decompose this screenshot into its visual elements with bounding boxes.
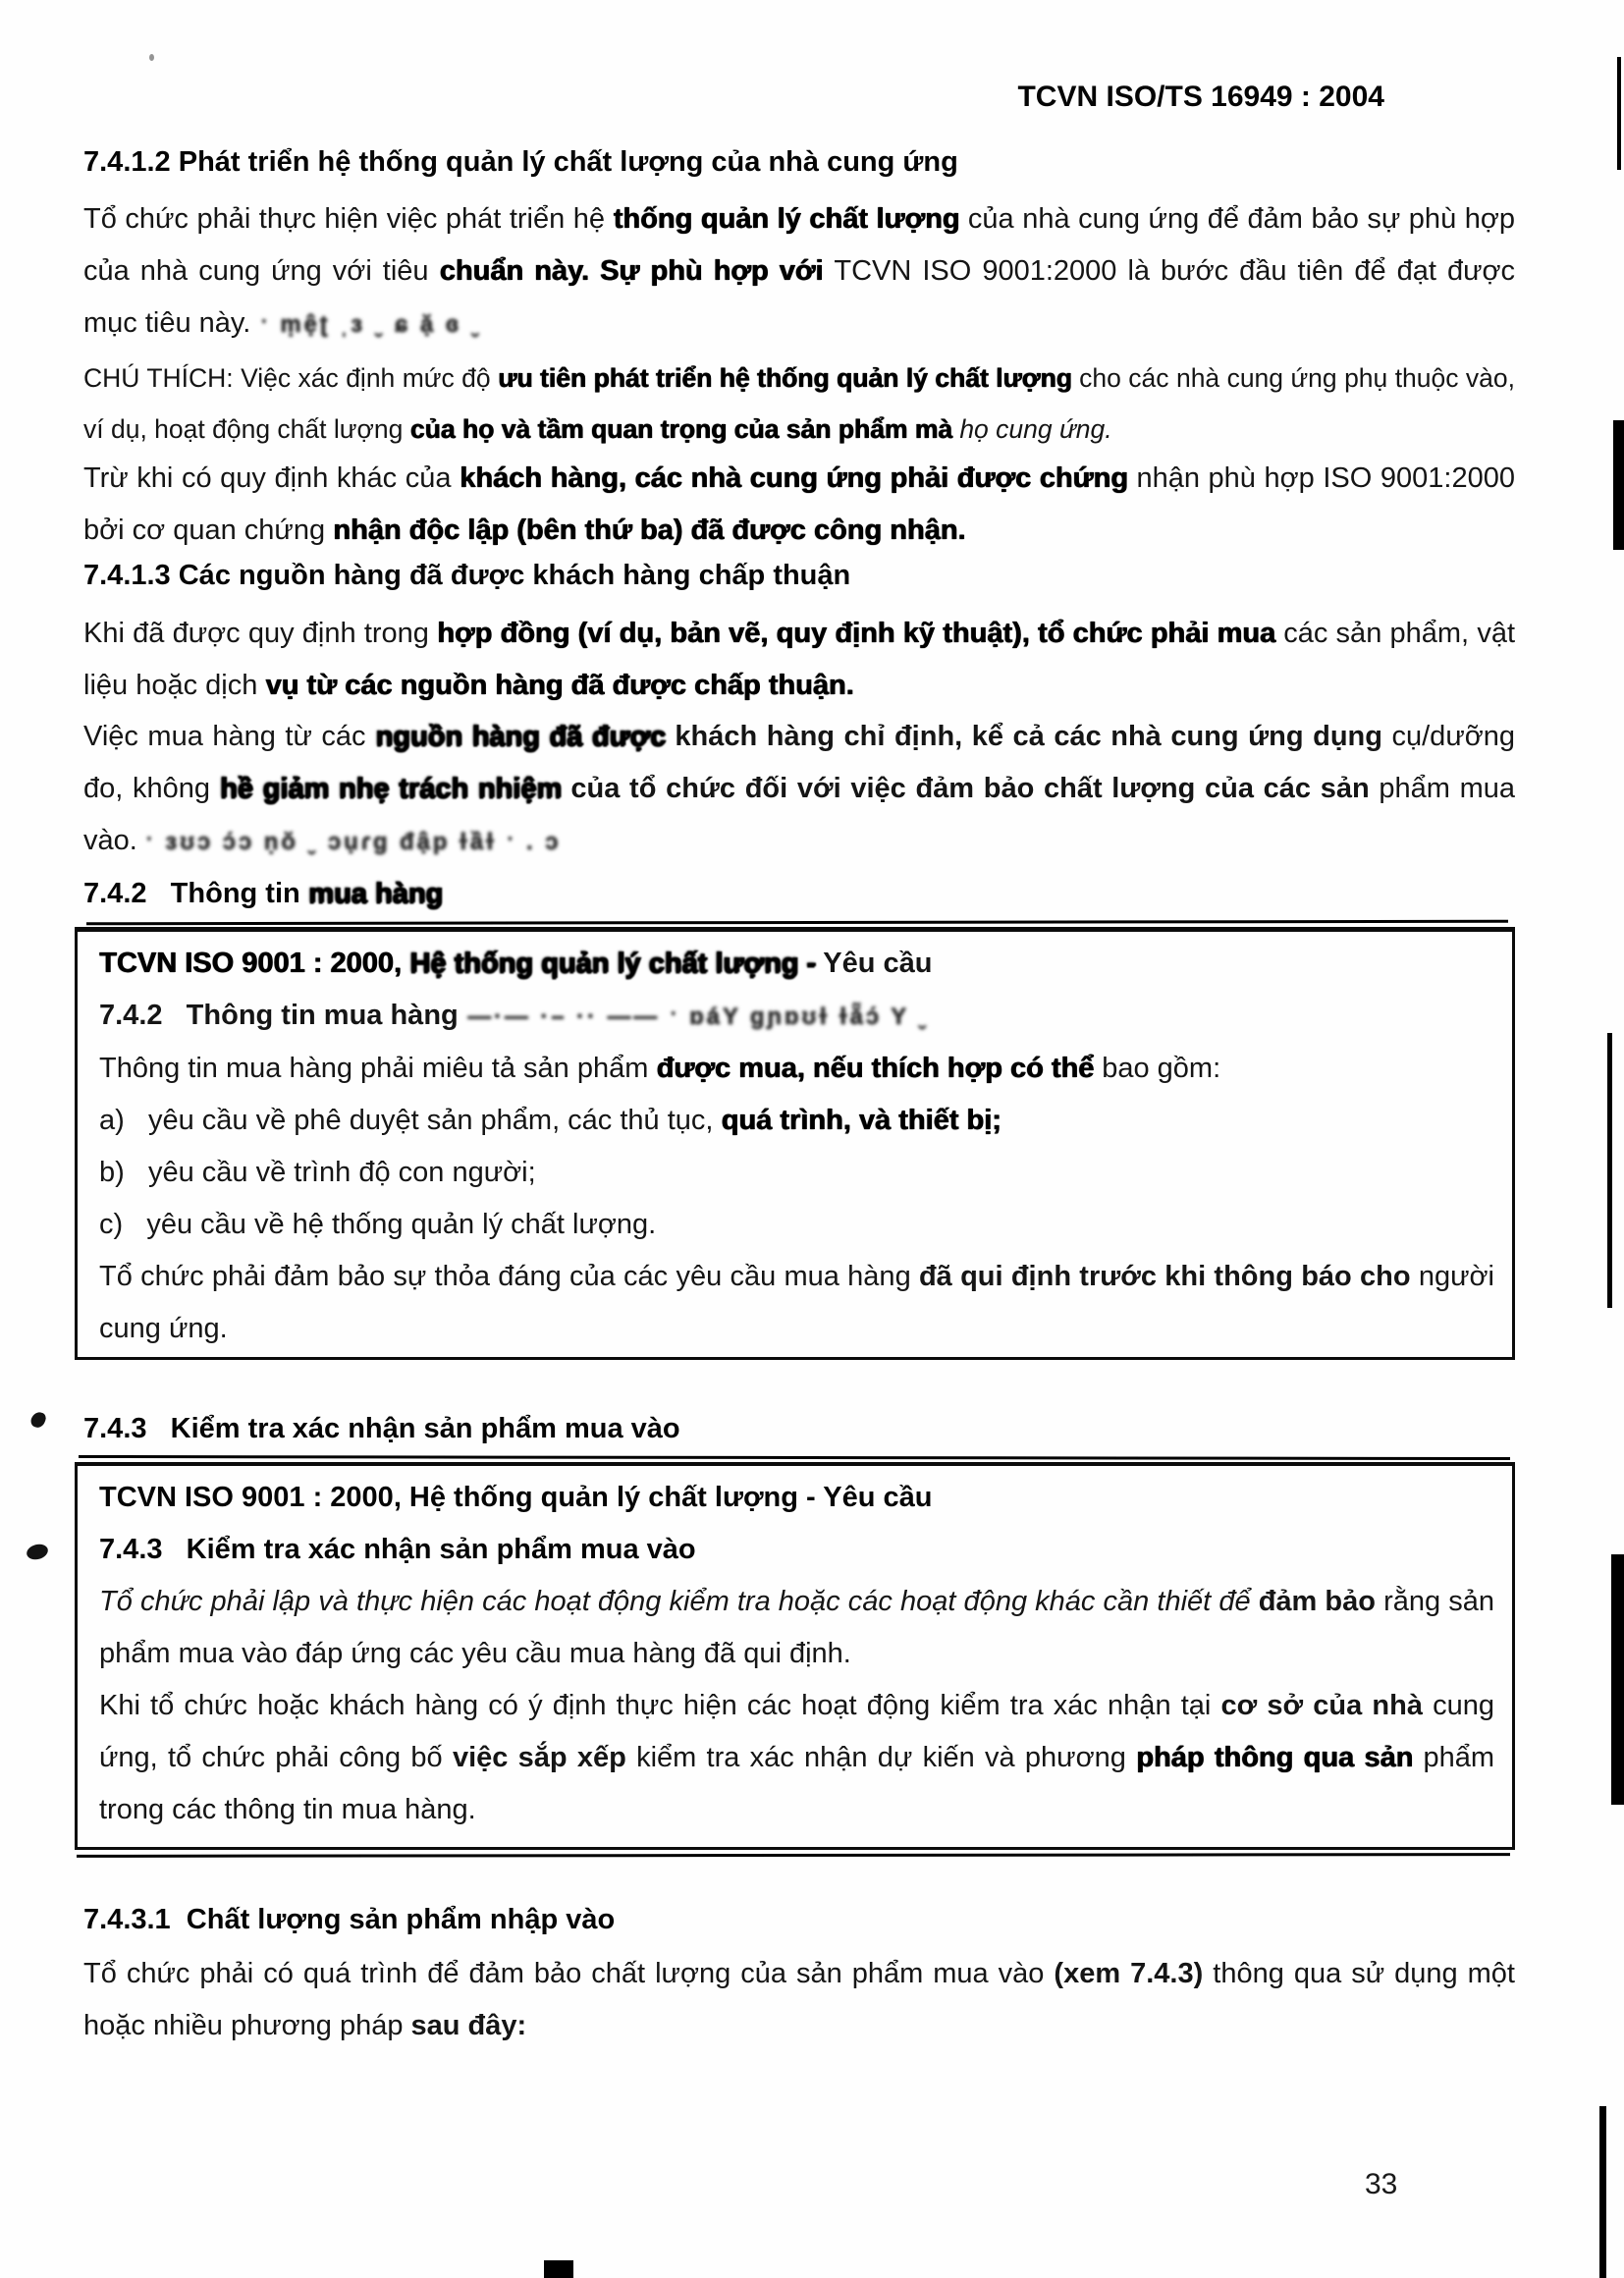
text-segment: CHÚ THÍCH: Việc xác định mức độ bbox=[83, 363, 499, 393]
para-incoming-product-quality bbox=[83, 1948, 1515, 2052]
para-purchasing-info-intro bbox=[99, 1043, 1494, 1095]
text-segment: Tổ chức phải có quá trình để đảm bảo chất lượng của sản phẩm mua vào bbox=[83, 1958, 1055, 1989]
text-segment: họ cung ứng. bbox=[959, 414, 1112, 444]
page-number: 33 bbox=[1365, 2168, 1398, 2200]
scan-artifact-bar bbox=[1599, 2106, 1606, 2278]
quote-box-purchasing-info bbox=[75, 927, 1515, 1360]
list-item-a bbox=[99, 1095, 1494, 1147]
text-segment: người cung ứng. bbox=[99, 1261, 1494, 1344]
text-segment: phẩm trong các thông tin mua hàng. bbox=[99, 1742, 1494, 1825]
scan-artifact-bar bbox=[1617, 57, 1621, 170]
text-segment: cụ/dưỡng đo, không bbox=[83, 721, 1516, 804]
heading-743: 7.4.3 Kiểm tra xác nhận sản phẩm mua vào bbox=[83, 1413, 680, 1444]
text-segment: nhận phù hợp ISO 9001:2000 bởi cơ quan chứng bbox=[83, 462, 1515, 546]
para-purchasing-adequacy bbox=[99, 1251, 1494, 1355]
note-chu-thich bbox=[83, 353, 1515, 455]
scan-artifact-speck bbox=[25, 1542, 49, 1561]
text-segment: Tổ chức phải lập và thực hiện các hoạt động kiểm tra hoặc các hoạt động khác cần thiết để bbox=[99, 1586, 1259, 1617]
para-supplier-qms-development bbox=[83, 193, 1515, 351]
text-segment: Yêu cầu bbox=[815, 948, 933, 979]
text-segment: đảm bảo bbox=[1258, 1586, 1376, 1617]
text-segment: của tổ chức đối với việc đảm bảo chất lượng của các sản bbox=[570, 773, 1370, 804]
list-item-b bbox=[99, 1147, 1494, 1199]
text-segment: kiểm tra xác nhận dự kiến và phương bbox=[625, 1742, 1137, 1773]
ink-smudge: ˑ ɜʊɔ ɔ́ɔ ṇŏ ˬ ɔụɾɡ đập ɫầɫ ˑ . ɔ bbox=[144, 829, 562, 855]
ink-smudge: —·— ·– ·· —— ˑ ɒáY ɡɲɒʊɫ ɫẵɔ́ Y ˬ bbox=[458, 1003, 930, 1030]
scan-artifact-line bbox=[86, 920, 1508, 926]
text-segment: phẩm mua vào. bbox=[83, 773, 1515, 856]
quote-box-verification bbox=[75, 1462, 1515, 1850]
heading-742 bbox=[83, 868, 1515, 920]
page-header: TCVN ISO/TS 16949 : 2004 bbox=[1017, 81, 1384, 113]
para-approved-sources bbox=[83, 608, 1515, 712]
scan-artifact-bar bbox=[1607, 1033, 1612, 1308]
text-segment: bao gồm: bbox=[1102, 1053, 1221, 1084]
scan-artifact-speck bbox=[149, 54, 154, 61]
quote-box-title bbox=[99, 938, 1494, 990]
scan-artifact-bar bbox=[1611, 1554, 1624, 1805]
text-segment: nhận độc lập (bên thứ ba) đã được công nhận. bbox=[333, 515, 966, 546]
text-segment: mua hàng bbox=[307, 878, 443, 909]
text-segment: cho các nhà cung ứng phụ thuộc vào, ví dụ, hoạt động chất lượng bbox=[83, 363, 1516, 444]
text-segment: c) yêu cầu về hệ thống quản lý chất lượng. bbox=[99, 1209, 657, 1240]
text-segment: b) yêu cầu về trình độ con người; bbox=[99, 1157, 536, 1188]
text-segment: TCVN ISO 9001:2000 là bước đầu tiên để đạt được mục tiêu này. bbox=[83, 255, 1516, 339]
para-verification-activities bbox=[99, 1576, 1494, 1680]
scan-artifact-speck bbox=[29, 1410, 48, 1430]
text-segment: 7.4.2 Thông tin bbox=[83, 878, 308, 909]
text-segment: Khi đã được quy định trong bbox=[83, 618, 438, 649]
text-segment: a) yêu cầu về phê duyệt sản phẩm, các thủ tục, bbox=[99, 1105, 722, 1136]
ink-smudge: ˑ ṃệʈ ˌɜ ˬ ɕ ặ ɞ ˬ bbox=[250, 311, 482, 338]
text-segment: các sản phẩm, vật liệu hoặc dịch bbox=[83, 618, 1516, 701]
text-segment: hề giảm nhẹ trách nhiệm bbox=[219, 773, 571, 804]
text-segment: TCVN ISO 9001 : 2000, bbox=[99, 948, 409, 979]
text-segment: khách hàng, các nhà cung ứng phải được chứng bbox=[460, 462, 1128, 494]
text-segment: cung ứng, tổ chức phải công bố bbox=[99, 1690, 1494, 1773]
para-supplier-certification bbox=[83, 453, 1515, 557]
text-segment: thông qua sử dụng một hoặc nhiều phương pháp bbox=[83, 1958, 1515, 2041]
text-segment: việc sắp xếp bbox=[452, 1742, 626, 1773]
text-segment: của nhà cung ứng để đảm bảo sự phù hợp của nhà cung ứng với tiêu bbox=[83, 203, 1515, 287]
scan-artifact-tick bbox=[544, 2260, 573, 2278]
quote-heading-743 bbox=[99, 1524, 1494, 1576]
text-segment: được mua, nếu thích hợp có thể bbox=[656, 1053, 1103, 1084]
text-segment: sau đây: bbox=[410, 2010, 527, 2041]
text-segment: TCVN ISO 9001 : 2000, Hệ thống quản lý chất lượng - Yêu cầu bbox=[99, 1482, 933, 1513]
text-segment: Trừ khi có quy định khác của bbox=[83, 462, 460, 494]
text-segment: của họ và tầm quan trọng của sản phẩm mà bbox=[409, 414, 960, 444]
text-segment: 7.4.2 Thông tin mua hàng bbox=[99, 1000, 459, 1031]
text-segment: ưu tiên phát triển hệ thống quản lý chất lượng bbox=[498, 363, 1072, 393]
text-segment: chuẩn này. Sự phù hợp với bbox=[439, 255, 835, 287]
text-segment: thống quản lý chất lượng bbox=[613, 203, 968, 235]
text-segment: đã qui định trước khi thông báo cho bbox=[918, 1261, 1419, 1292]
text-segment: Tổ chức phải đảm bảo sự thỏa đáng của các yêu cầu mua hàng bbox=[99, 1261, 919, 1292]
text-segment: quá trình, và thiết bị; bbox=[721, 1105, 1001, 1136]
text-segment: Hệ thống quản lý chất lượng - bbox=[408, 948, 816, 979]
text-segment: vụ từ các nguồn hàng đã được chấp thuận. bbox=[265, 670, 854, 701]
text-segment: cơ sở của nhà bbox=[1220, 1690, 1423, 1721]
text-segment: Khi tổ chức hoặc khách hàng có ý định thực hiện các hoạt động kiểm tra xác nhận tại bbox=[99, 1690, 1221, 1721]
heading-7412: 7.4.1.2 Phát triển hệ thống quản lý chất lượng của nhà cung ứng bbox=[83, 146, 958, 178]
heading-7413: 7.4.1.3 Các nguồn hàng đã được khách hàng chấp thuận bbox=[83, 560, 851, 591]
list-item-c bbox=[99, 1199, 1494, 1251]
text-segment: hợp đồng (ví dụ, bản vẽ, quy định kỹ thuật), tổ chức phải mua bbox=[437, 618, 1276, 649]
scan-artifact-bar bbox=[1613, 420, 1624, 550]
text-segment: pháp thông qua sản bbox=[1136, 1742, 1414, 1773]
text-segment: (xem 7.4.3) bbox=[1054, 1958, 1204, 1989]
para-verification-at-supplier bbox=[99, 1680, 1494, 1836]
para-customer-designated-sources bbox=[83, 711, 1515, 868]
quote-heading-742 bbox=[99, 990, 1494, 1043]
quote-box-title bbox=[99, 1472, 1494, 1524]
heading-7431: 7.4.3.1 Chất lượng sản phẩm nhập vào bbox=[83, 1904, 616, 1935]
text-segment: khách hàng chỉ định, kể cả các nhà cung ứng dụng bbox=[665, 721, 1382, 752]
text-segment: Thông tin mua hàng phải miêu tả sản phẩm bbox=[99, 1053, 657, 1084]
text-segment: 7.4.3 Kiểm tra xác nhận sản phẩm mua vào bbox=[99, 1534, 696, 1565]
text-segment: Việc mua hàng từ các bbox=[83, 721, 376, 752]
text-segment: rằng sản phẩm mua vào đáp ứng các yêu cầu mua hàng đã qui định. bbox=[99, 1586, 1494, 1669]
scan-artifact-line bbox=[79, 1455, 1510, 1460]
text-segment: nguồn hàng đã được bbox=[375, 721, 666, 752]
text-segment: Tổ chức phải thực hiện việc phát triển hệ bbox=[83, 203, 614, 235]
scan-artifact-line bbox=[77, 1853, 1510, 1858]
